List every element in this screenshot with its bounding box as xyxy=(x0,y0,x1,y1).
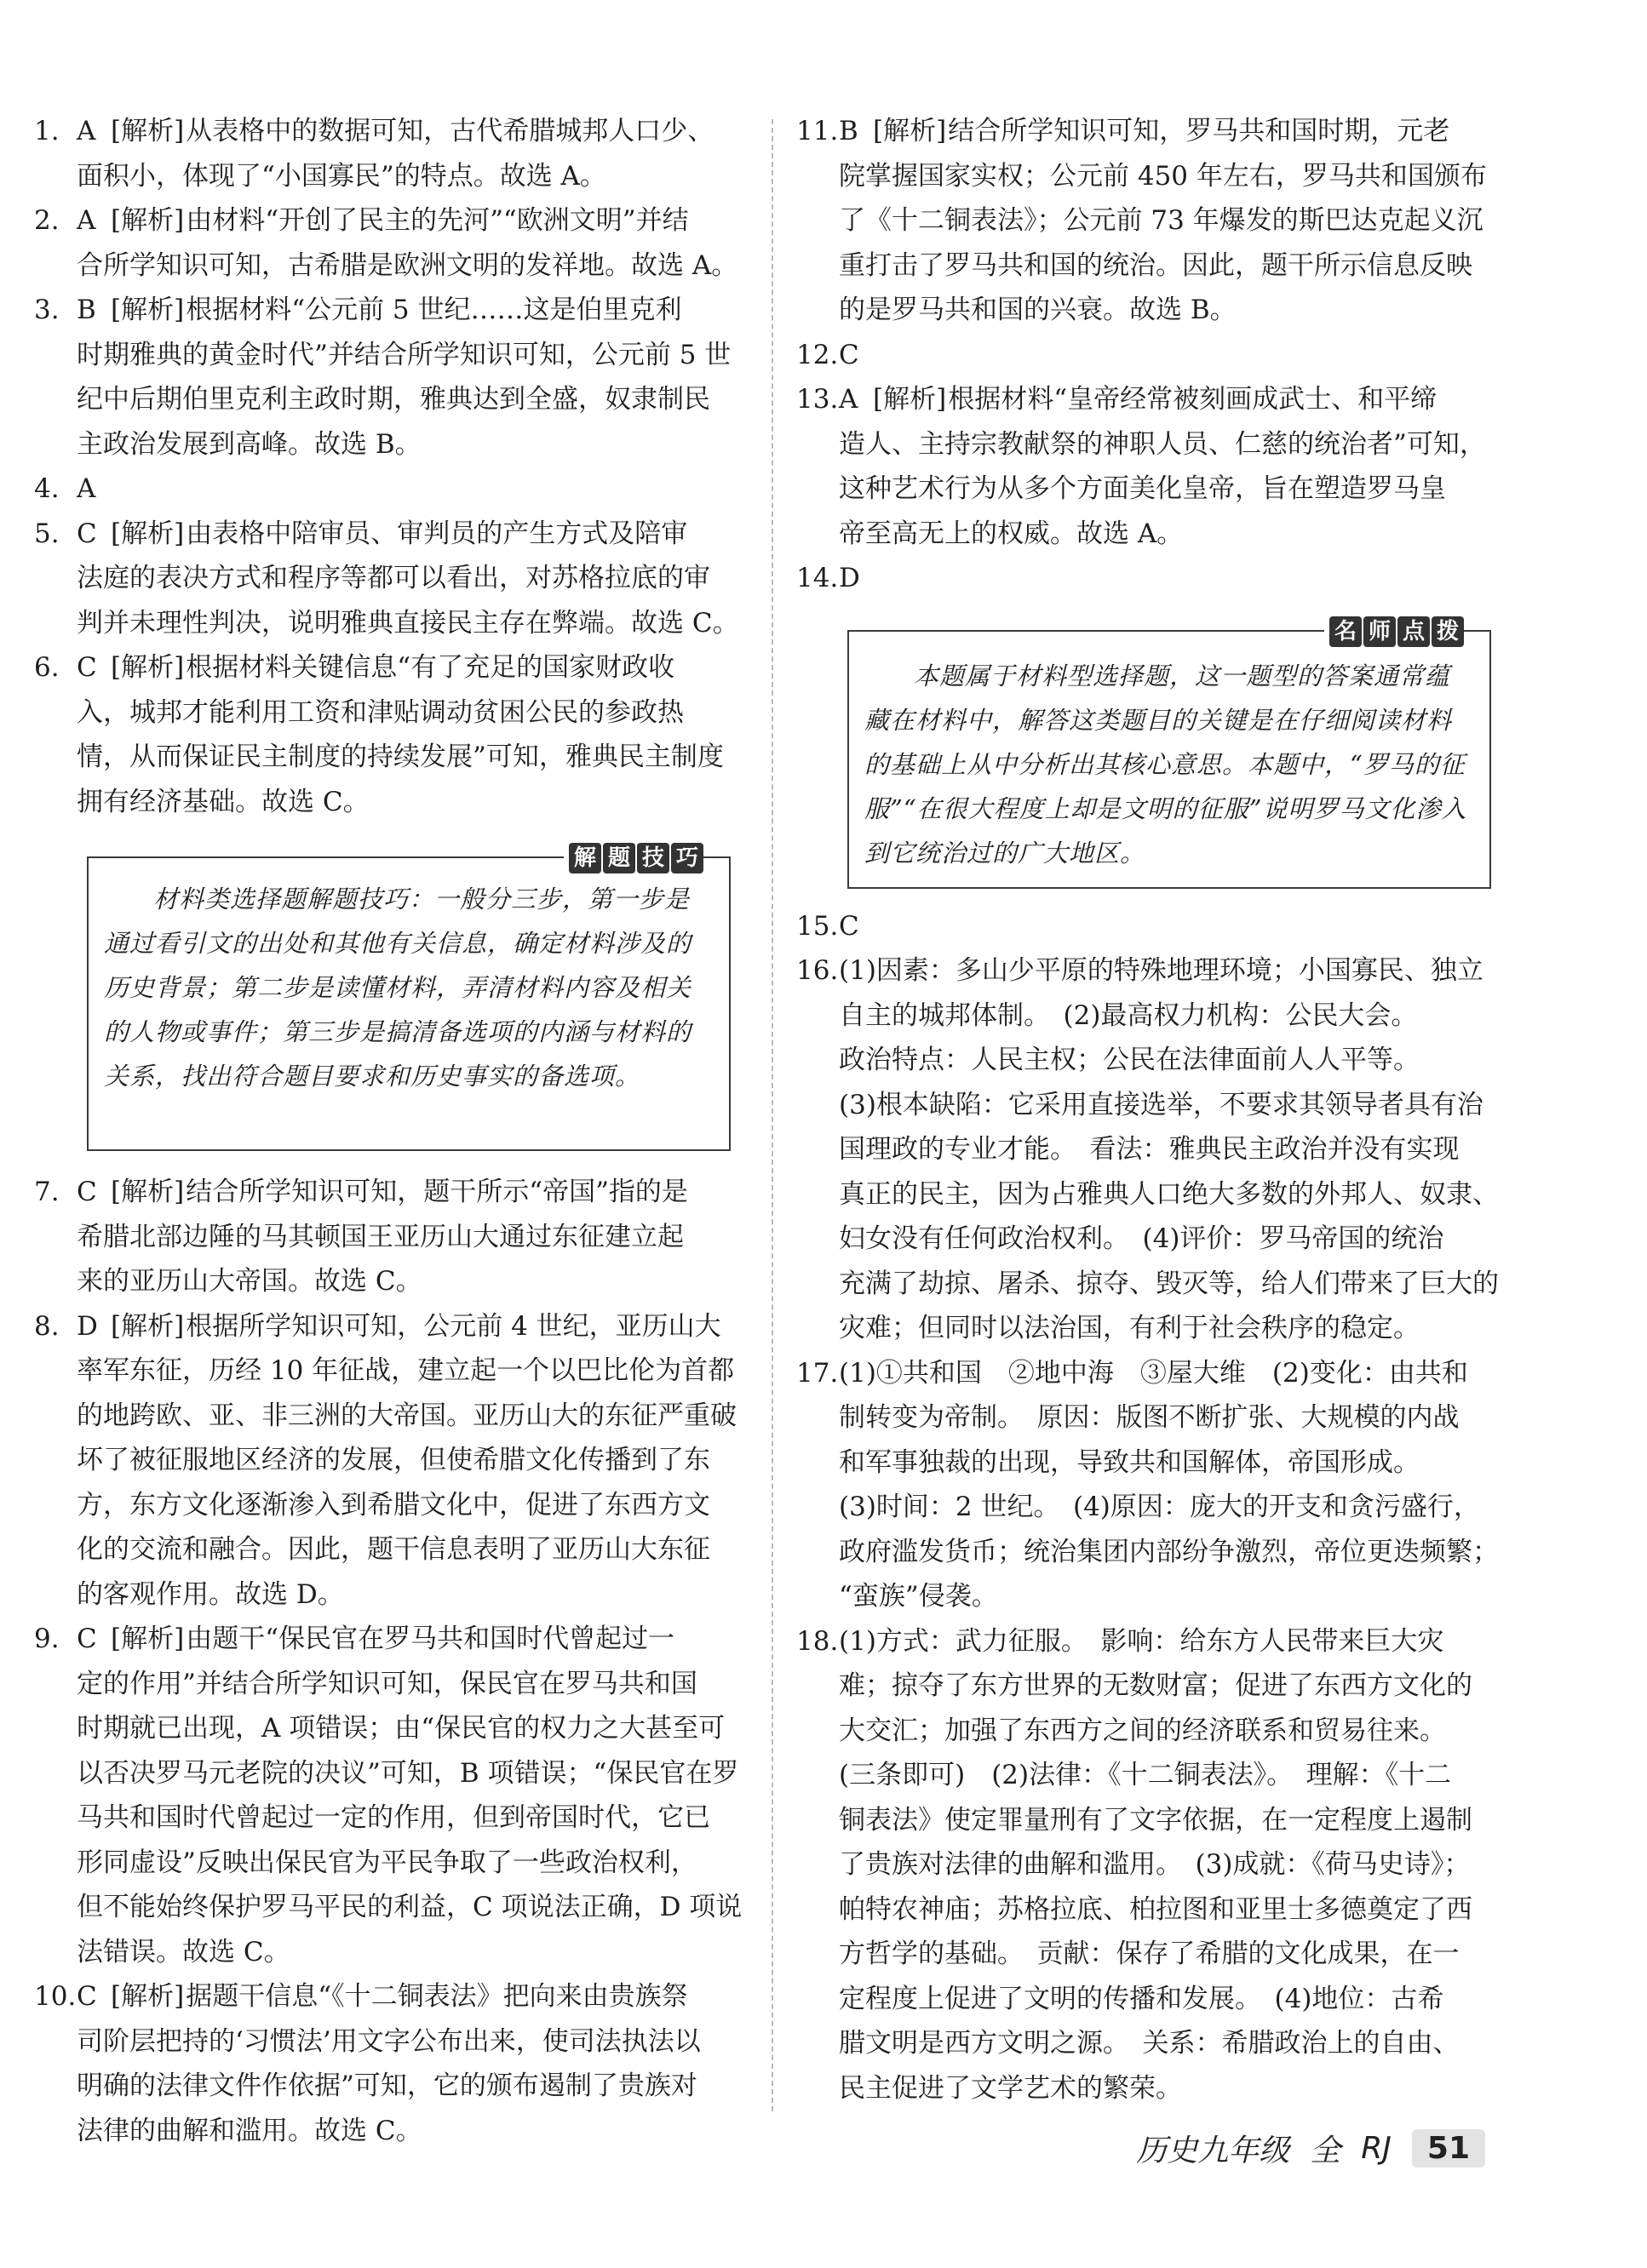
tips-text: 材料类选择题解题技巧：一般分三步，第一步是通过看引文的出处和其他有关信息，确定材料涉及的历史背景；第二步是读懂材料，弄清材料内容及相关的人物或事件；第三步是搞清备选项的内涵与材料的关系，找出符合题目要求和历史事实的备选项。 xyxy=(104,885,692,1091)
analysis-line: 由表格中陪审员、审判员的产生方式及陪审 xyxy=(186,518,688,549)
title-char: 拨 xyxy=(1432,616,1464,647)
question-2 xyxy=(34,198,739,288)
question-number: 16. xyxy=(796,955,839,986)
analysis-line: 法错误。故选 C。 xyxy=(77,1936,290,1967)
analysis-line: 马共和国时代曾起过一定的作用，但到帝国时代，它已 xyxy=(77,1802,710,1833)
analysis-line: 司阶层把持的‘习惯法’用文字公布出来，使司法执法以 xyxy=(77,2025,701,2057)
question-number: 18. xyxy=(796,1625,839,1657)
analysis-line: 时期就已出现，A 项错误；由“保民官的权力之大甚至可 xyxy=(77,1713,726,1744)
title-char: 师 xyxy=(1363,616,1396,647)
answer-line: 制转变为帝制。 原因：版图不断扩张、大规模的内战 xyxy=(839,1402,1460,1433)
analysis-tag: [ 解析 ] xyxy=(111,1617,184,1662)
question-7 xyxy=(34,1170,739,1304)
analysis-tag: [ 解析 ] xyxy=(111,645,184,690)
question-5 xyxy=(34,512,739,646)
analysis-line: 法律的曲解和滥用。故选 C。 xyxy=(77,2115,422,2146)
answer-line: (1)方式：武力征服。 影响：给东方人民带来巨大灾 xyxy=(839,1625,1444,1657)
answer-line: 铜表法》使定罪量刑有了文字依据，在一定程度上遏制 xyxy=(839,1804,1472,1836)
title-char: 题 xyxy=(603,843,635,873)
question-14 xyxy=(796,556,1500,601)
answer-line: 了贵族对法律的曲解和滥用。 (3)成就：《荷马史诗》； xyxy=(839,1849,1471,1880)
answer-letter: D xyxy=(77,1310,98,1342)
analysis-tag: [ 解析 ] xyxy=(111,198,184,243)
analysis-line: 合所学知识可知，古希腊是欧洲文明的发祥地。故选 A。 xyxy=(77,249,738,281)
analysis-line: 法庭的表决方式和程序等都可以看出，对苏格拉底的审 xyxy=(77,563,710,593)
analysis-line: 坏了被征服地区经济的发展，但使希腊文化传播到了东 xyxy=(77,1445,710,1475)
answer-line: 定程度上促进了文明的传播和发展。 (4)地位：古希 xyxy=(839,1983,1444,2014)
title-char: 名 xyxy=(1329,616,1362,647)
analysis-line: 这种艺术行为从多个方面美化皇帝，旨在塑造罗马皇 xyxy=(839,473,1446,504)
answer-line: 国理政的专业才能。 看法：雅典民主政治并没有实现 xyxy=(839,1134,1460,1165)
answer-line: 自主的城邦体制。 (2)最高权力机构：公民大会。 xyxy=(839,999,1418,1031)
answer-letter: C xyxy=(77,652,97,683)
question-number: 3. xyxy=(34,295,60,325)
analysis-tag: [ 解析 ] xyxy=(873,109,946,154)
question-13 xyxy=(796,377,1500,556)
analysis-line: 来的亚历山大帝国。故选 C。 xyxy=(77,1266,422,1297)
analysis-line: 根据材料“皇帝经常被刻画成武士、和平缔 xyxy=(948,384,1438,415)
answer-letter: C xyxy=(77,1624,97,1654)
answer-line: 灾难；但同时以法治国，有利于社会秩序的稳定。 xyxy=(839,1313,1420,1343)
title-char: 巧 xyxy=(671,843,703,873)
question-9 xyxy=(34,1617,743,1974)
analysis-line: 率军东征，历经 10 年征战，建立起一个以巴比伦为首都 xyxy=(77,1355,735,1386)
question-number: 7. xyxy=(34,1177,60,1207)
analysis-tag: [ 解析 ] xyxy=(111,109,184,154)
answer-letter: C xyxy=(839,910,859,942)
question-number: 11. xyxy=(796,116,839,146)
question-number: 1. xyxy=(34,116,60,146)
answer-line: 难；掠夺了东方世界的无数财富；促进了东西方文化的 xyxy=(839,1670,1472,1701)
question-10 xyxy=(34,1974,739,2153)
question-11 xyxy=(796,109,1500,333)
question-6 xyxy=(34,645,739,824)
teacher-guidance-box xyxy=(847,618,1491,889)
analysis-line: 院掌握国家实权；公元前 450 年左右，罗马共和国颁布 xyxy=(839,160,1487,192)
footer-edition: RJ xyxy=(1361,2131,1392,2166)
answer-line: 政府滥发货币；统治集团内部纷争激烈，帝位更迭频繁； xyxy=(839,1536,1499,1567)
answer-line: 帕特农神庙；苏格拉底、柏拉图和亚里士多德奠定了西 xyxy=(839,1893,1472,1925)
title-char: 技 xyxy=(637,843,669,873)
column-divider xyxy=(772,119,773,2111)
analysis-line: 情，从而保证民主制度的持续发展”可知，雅典民主制度 xyxy=(77,742,724,772)
question-number: 8. xyxy=(34,1310,60,1342)
question-17 xyxy=(796,1351,1500,1619)
answer-letter: C xyxy=(77,518,97,549)
question-number: 13. xyxy=(796,384,839,415)
analysis-tag: [ 解析 ] xyxy=(111,1304,184,1349)
answer-letter: A xyxy=(839,384,858,415)
question-18 xyxy=(796,1619,1500,2111)
analysis-tag: [ 解析 ] xyxy=(111,1974,184,2019)
question-number: 15. xyxy=(796,910,839,942)
answer-letter: A xyxy=(77,205,96,236)
analysis-line: 的地跨欧、亚、非三洲的大帝国。亚历山大的东征严重破 xyxy=(77,1400,737,1431)
answer-letter: B xyxy=(77,295,96,325)
analysis-line: 时期雅典的黄金时代”并结合所学知识可知，公元前 5 世 xyxy=(77,339,732,370)
answer-line: 和军事独裁的出现，导致共和国解体，帝国形成。 xyxy=(839,1446,1420,1478)
question-number: 6. xyxy=(34,652,60,683)
question-8 xyxy=(34,1304,739,1618)
analysis-line: 了《十二铜表法》；公元前 73 年爆发的斯巴达克起义沉 xyxy=(839,205,1483,236)
analysis-tag: [ 解析 ] xyxy=(111,288,184,333)
analysis-line: 面积小，体现了“小国寡民”的特点。故选 A。 xyxy=(77,160,606,192)
question-15 xyxy=(796,904,1500,949)
analysis-line: 造人、主持宗教献祭的神职人员、仁慈的统治者”可知， xyxy=(839,428,1486,460)
page-number: 51 xyxy=(1412,2129,1485,2168)
analysis-line: 方，东方文化逐渐渗入到希腊文化中，促进了东西方文 xyxy=(77,1489,710,1521)
guidance-box-title xyxy=(1324,616,1464,647)
answer-line: (1)①共和国 ②地中海 ③屋大维 (2)变化：由共和 xyxy=(839,1357,1468,1389)
analysis-line: 从表格中的数据可知，古代希腊城邦人口少、 xyxy=(186,116,714,146)
answer-line: (1)因素：多山少平原的特殊地理环境；小国寡民、独立 xyxy=(839,955,1483,986)
analysis-line: 的客观作用。故选 D。 xyxy=(77,1578,344,1610)
analysis-line: 化的交流和融合。因此，题干信息表明了亚历山大东征 xyxy=(77,1534,710,1565)
answer-line: 充满了劫掠、屠杀、掠夺、毁灭等，给人们带来了巨大的 xyxy=(839,1268,1499,1299)
answer-line: 腊文明是西方文明之源。 关系：希腊政治上的自由、 xyxy=(839,2028,1460,2059)
analysis-line: 结合所学知识可知，罗马共和国时期，元老 xyxy=(948,116,1450,146)
analysis-line: 根据材料关键信息“有了充足的国家财政收 xyxy=(186,652,675,683)
analysis-tag: [ 解析 ] xyxy=(873,377,946,422)
analysis-line: 根据所学知识可知，公元前 4 世纪，亚历山大 xyxy=(186,1310,721,1342)
answer-line: 政治特点：人民主权；公民在法律面前人人平等。 xyxy=(839,1045,1420,1075)
answer-letter: C xyxy=(839,339,859,370)
question-3 xyxy=(34,288,739,467)
right-column xyxy=(796,109,1500,2110)
analysis-line: 形同虚设”反映出保民官为平民争取了一些政治权利， xyxy=(77,1847,697,1878)
analysis-line: 主政治发展到高峰。故选 B。 xyxy=(77,428,422,460)
answer-line: (三条即可) (2)法律：《十二铜表法》。 理解：《十二 xyxy=(839,1760,1452,1790)
tips-box-title xyxy=(564,843,703,873)
answer-line: 民主促进了文学艺术的繁荣。 xyxy=(839,2072,1182,2104)
analysis-line: 判并未理性判决，说明雅典直接民主存在弊端。故选 C。 xyxy=(77,607,739,639)
question-16 xyxy=(796,948,1500,1351)
page-footer xyxy=(1136,2127,1485,2170)
answer-line: “蛮族”侵袭。 xyxy=(839,1581,998,1612)
analysis-line: 入，城邦才能利用工资和津贴调动贫困公民的参政热 xyxy=(77,696,684,728)
analysis-line: 帝至高无上的权威。故选 A。 xyxy=(839,518,1184,549)
analysis-line: 根据材料“公元前 5 世纪……这是伯里克利 xyxy=(186,295,682,325)
analysis-line: 明确的法律文件作依据”可知，它的颁布遏制了贵族对 xyxy=(77,2070,697,2101)
question-number: 14. xyxy=(796,563,839,593)
question-number: 12. xyxy=(796,339,839,370)
analysis-line: 但不能始终保护罗马平民的利益，C 项说法正确，D 项说 xyxy=(77,1892,743,1922)
question-number: 9. xyxy=(34,1624,60,1654)
answer-line: 大交汇；加强了东西方之间的经济联系和贸易往来。 xyxy=(839,1715,1446,1746)
analysis-line: 据题干信息“《十二铜表法》把向来由贵族祭 xyxy=(186,1981,688,2012)
guidance-text: 本题属于材料型选择题，这一题型的答案通常蕴藏在材料中，解答这类题目的关键是在仔细阅读材料的基础上从中分析出其核心意思。本题中，“罗马的征服”“在很大程度上却是文明的征服”说明罗马文化渗入到它统治过的广大地区。 xyxy=(864,661,1467,868)
answer-letter: C xyxy=(77,1981,97,2012)
answer-line: (3)时间：2 世纪。 (4)原因：庞大的开支和贪污盛行， xyxy=(839,1492,1480,1522)
question-number: 4. xyxy=(34,473,60,504)
answer-letter: A xyxy=(77,116,96,146)
question-number: 17. xyxy=(796,1357,839,1389)
analysis-line: 以否决罗马元老院的决议”可知，B 项错误；“保民官在罗 xyxy=(77,1757,739,1789)
question-4 xyxy=(34,467,739,512)
analysis-line: 的是罗马共和国的兴衰。故选 B。 xyxy=(839,295,1237,325)
analysis-line: 由题干“保民官在罗马共和国时代曾起过一 xyxy=(186,1624,675,1654)
analysis-line: 纪中后期伯里克利主政时期，雅典达到全盛，奴隶制民 xyxy=(77,384,710,415)
analysis-tag: [ 解析 ] xyxy=(111,1170,184,1215)
analysis-line: 定的作用”并结合所学知识可知，保民官在罗马共和国 xyxy=(77,1668,697,1699)
left-column xyxy=(34,109,743,2153)
problem-solving-tips-box xyxy=(87,845,731,1151)
analysis-tag: [ 解析 ] xyxy=(111,512,184,557)
question-1 xyxy=(34,109,739,198)
answer-letter: C xyxy=(77,1177,97,1207)
footer-volume: 全 xyxy=(1310,2133,1341,2168)
analysis-line: 希腊北部边陲的马其顿国王亚历山大通过东征建立起 xyxy=(77,1221,684,1252)
analysis-line: 拥有经济基础。故选 C。 xyxy=(77,786,370,817)
title-char: 点 xyxy=(1397,616,1430,647)
question-12 xyxy=(796,333,1500,378)
question-number: 2. xyxy=(34,205,60,236)
title-char: 解 xyxy=(569,843,601,873)
analysis-line: 结合所学知识可知，题干所示“帝国”指的是 xyxy=(186,1177,688,1207)
answer-line: (3)根本缺陷：它采用直接选举，不要求其领导者具有治 xyxy=(839,1089,1483,1120)
answer-letter: B xyxy=(839,116,858,146)
answer-letter: D xyxy=(839,563,860,593)
question-number: 10. xyxy=(34,1981,77,2012)
analysis-line: 重打击了罗马共和国的统治。因此，题干所示信息反映 xyxy=(839,249,1472,281)
analysis-line: 由材料“开创了民主的先河”“欧洲文明”并结 xyxy=(186,205,689,236)
answer-line: 妇女没有任何政治权利。 (4)评价：罗马帝国的统治 xyxy=(839,1223,1444,1254)
answer-letter: A xyxy=(77,473,96,504)
answer-line: 真正的民主，因为占雅典人口绝大多数的外邦人、奴隶、 xyxy=(839,1178,1499,1210)
answer-line: 方哲学的基础。 贡献：保存了希腊的文化成果，在一 xyxy=(839,1939,1460,1969)
question-number: 5. xyxy=(34,518,60,549)
footer-subject: 历史九年级 xyxy=(1136,2133,1290,2168)
